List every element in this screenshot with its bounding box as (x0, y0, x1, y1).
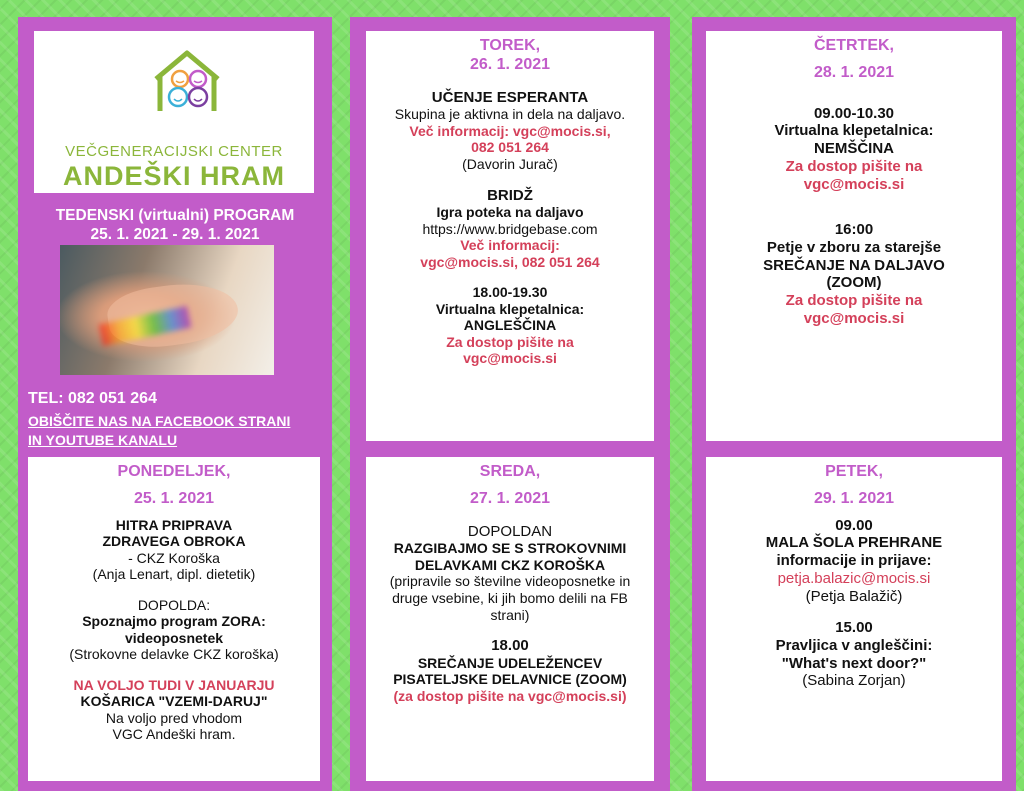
program-dates: 25. 1. 2021 - 29. 1. 2021 (90, 225, 260, 243)
day-name: PETEK, (825, 463, 883, 480)
event-title: HITRA PRIPRAVA (115, 516, 233, 533)
event-note: NA VOLJO TUDI V JANUARJU (73, 676, 275, 693)
event-when: DOPOLDAN (467, 522, 553, 540)
event-time: 16:00 (834, 221, 874, 239)
day-name: ČETRTEK, (814, 37, 894, 54)
event-person: (Petja Balažič) (805, 587, 903, 605)
event-info[interactable]: vgc@mocis.si (803, 175, 905, 193)
event-info[interactable]: (za dostop pišite na vgc@mocis.si) (393, 687, 627, 704)
event-desc: VGC Andeški hram. (112, 726, 236, 743)
event-time: 09.00-10.30 (813, 104, 895, 122)
event-title: videoposnetek (124, 629, 224, 646)
event-title: SREČANJE UDELEŽENCEV (417, 654, 603, 671)
event-title: Petje v zboru za starejše (766, 238, 942, 256)
event-title: Spoznajmo program ZORA: (82, 613, 266, 630)
house-logo-icon (152, 49, 222, 113)
event-when: DOPOLDA: (137, 596, 211, 613)
day-date: 25. 1. 2021 (133, 489, 215, 507)
event-desc: (pripravile so številne videoposnetke in (389, 573, 631, 590)
event-person: (Strokovne delavke CKZ koroška) (69, 646, 279, 663)
logo-title: ANDEŠKI HRAM (62, 161, 285, 191)
event-title: DELAVKAMI CKZ KOROŠKA (414, 556, 606, 573)
event-info: Več informacij: (460, 237, 560, 254)
event-title: SREČANJE NA DALJAVO (763, 256, 945, 274)
day-date: 28. 1. 2021 (813, 63, 895, 81)
event-person: (Sabina Zorjan) (802, 672, 906, 690)
event-desc: strani) (490, 606, 530, 623)
event-title: RAZGIBAJMO SE S STROKOVNIMI (393, 540, 627, 557)
event-desc: Igra poteka na daljavo (436, 204, 584, 221)
day-name: SREDA, (479, 463, 541, 480)
event-info: Za dostop pišite na (785, 291, 923, 309)
event-time: 09.00 (835, 516, 873, 534)
tuesday-card (366, 31, 654, 441)
event-title: NEMŠČINA (813, 140, 894, 158)
day-date: 26. 1. 2021 (469, 55, 551, 73)
youtube-link[interactable]: IN YOUTUBE KANALU (28, 432, 178, 448)
event-desc: druge vsebine, ki jih bomo delili na FB (392, 589, 628, 606)
event-info[interactable]: vgc@mocis.si, 082 051 264 (420, 253, 600, 270)
monday-card (28, 457, 320, 781)
event-org: - CKZ Koroška (128, 549, 220, 566)
event-title: UČENJE ESPERANTA (431, 88, 589, 106)
thursday-card (706, 31, 1002, 441)
left-panel (18, 17, 332, 791)
logo-subtitle: VEČGENERACIJSKI CENTER (65, 143, 283, 160)
right-panel (692, 17, 1016, 791)
event-info[interactable]: vgc@mocis.si (463, 350, 557, 367)
event-title: PISATELJSKE DELAVNICE (ZOOM) (393, 671, 627, 688)
event-title: MALA ŠOLA PREHRANE (765, 534, 943, 552)
event-desc: Na voljo pred vhodom (105, 709, 243, 726)
event-title: Virtualna klepetalnica: (435, 300, 585, 317)
day-date: 27. 1. 2021 (469, 489, 551, 507)
program-title: TEDENSKI (virtualni) PROGRAM (55, 207, 295, 224)
event-title: "What's next door?" (781, 654, 927, 672)
middle-panel (350, 17, 670, 791)
logo-card (34, 31, 314, 193)
event-time: 18.00 (491, 637, 529, 655)
event-time: 15.00 (835, 619, 873, 637)
hand-photo (60, 245, 274, 375)
event-title: Virtualna klepetalnica: (774, 122, 934, 140)
event-info: 082 051 264 (471, 139, 549, 156)
event-title: BRIDŽ (487, 186, 533, 204)
event-person: (Davorin Jurač) (462, 155, 558, 172)
event-info: Za dostop pišite na (446, 333, 574, 350)
event-person: (Anja Lenart, dipl. dietetik) (92, 566, 256, 583)
event-title: (ZOOM) (826, 274, 882, 292)
day-date: 29. 1. 2021 (813, 489, 895, 507)
day-name: PONEDELJEK, (117, 463, 231, 480)
event-time: 18.00-19.30 (472, 284, 548, 301)
event-desc: Skupina je aktivna in dela na daljavo. (394, 106, 626, 123)
event-title: KOŠARICA "VZEMI-DARUJ" (80, 693, 268, 710)
day-name: TOREK, (479, 37, 541, 54)
friday-card (706, 457, 1002, 781)
event-info: Za dostop pišite na (785, 157, 923, 175)
program-heading (18, 207, 332, 245)
event-info[interactable]: vgc@mocis.si (803, 309, 905, 327)
event-info[interactable]: Več informacij: vgc@mocis.si, (409, 122, 611, 139)
event-title: ANGLEŠČINA (463, 317, 557, 334)
event-url[interactable]: https://www.bridgebase.com (422, 220, 598, 237)
event-title: informacije in prijave: (776, 552, 932, 570)
event-email[interactable]: petja.balazic@mocis.si (777, 569, 931, 587)
event-title: Pravljica v angleščini: (775, 636, 933, 654)
wednesday-card (366, 457, 654, 781)
facebook-link[interactable]: OBIŠČITE NAS NA FACEBOOK STRANI (28, 413, 291, 429)
event-title: ZDRAVEGA OBROKA (102, 533, 246, 550)
phone-number: TEL: 082 051 264 (28, 390, 157, 407)
